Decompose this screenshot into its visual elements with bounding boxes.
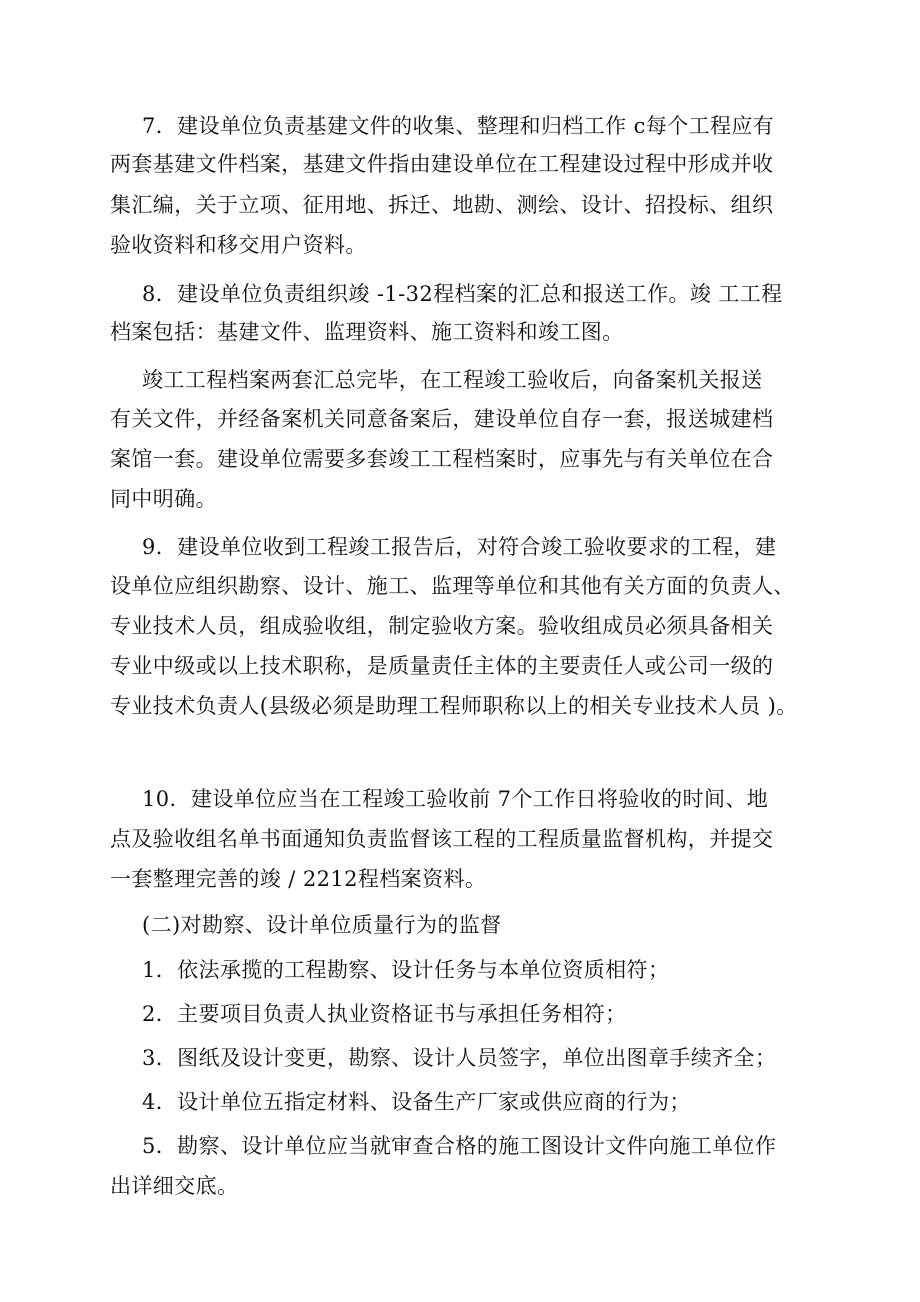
text-line: 一套整理完善的竣 / 2212程档案资料。 xyxy=(110,867,487,891)
text-line: 点及验收组名单书面通知负责监督该工程的工程质量监督机构，并提交 xyxy=(110,827,774,851)
text-line: 同中明确。 xyxy=(110,487,217,511)
text-line: 10．建设单位应当在工程竣工验收前 7个工作日将验收的时间、地 xyxy=(142,787,769,811)
text-line: 集汇编，关于立项、征用地、拆迁、地勘、测绘、设计、招投标、组织 xyxy=(110,193,774,217)
text-line: 7．建设单位负责基建文件的收集、整理和归档工作 c每个工程应有 xyxy=(142,114,775,138)
text-line: 专业技术人员，组成验收组，制定验收方案。验收组成员必须具备相关 xyxy=(110,614,774,638)
text-line: 竣工工程档案两套汇总完毕，在工程竣工验收后，向备案机关报送 xyxy=(142,368,763,392)
text-line: 专业中级或以上技术职称，是质量责任主体的主要责任人或公司一级的 xyxy=(110,654,774,678)
text-line: 出详细交底。 xyxy=(110,1174,239,1198)
list-item: 1．依法承揽的工程勘察、设计任务与本单位资质相符； xyxy=(142,958,670,982)
text-line: 案馆一套。建设单位需要多套竣工工程档案时，应事先与有关单位在合 xyxy=(110,447,774,471)
text-line: 档案包括：基建文件、监理资料、施工资料和竣工图。 xyxy=(110,320,624,344)
text-line: 9．建设单位收到工程竣工报告后，对符合竣工验收要求的工程，建 xyxy=(142,535,777,559)
text-line: 8．建设单位负责组织竣 -1-32程档案的汇总和报送工作。竣 工工程 xyxy=(142,282,783,306)
list-item: 3．图纸及设计变更，勘察、设计人员签字，单位出图章手续齐全； xyxy=(142,1046,777,1070)
section-heading: (二)对勘察、设计单位质量行为的监督 xyxy=(142,913,502,937)
text-line: 有关文件，并经备案机关同意备案后，建设单位自存一套，报送城建档 xyxy=(110,407,774,431)
list-item: 2．主要项目负责人执业资格证书与承担任务相符； xyxy=(142,1002,627,1026)
list-item: 4．设计单位五指定材料、设备生产厂家或供应商的行为； xyxy=(142,1090,691,1114)
text-line: 验收资料和移交用户资料。 xyxy=(110,233,367,257)
text-line: 设单位应组织勘察、设计、施工、监理等单位和其他有关方面的负责人、 xyxy=(110,574,795,598)
text-line: 两套基建文件档案，基建文件指由建设单位在工程建设过程中形成并收 xyxy=(110,152,774,176)
text-line: 专业技术负责人(县级必须是助理工程师职称以上的相关专业技术人员 )。 xyxy=(110,694,798,718)
list-item: 5．勘察、设计单位应当就审查合格的施工图设计文件向施工单位作 xyxy=(142,1134,777,1158)
